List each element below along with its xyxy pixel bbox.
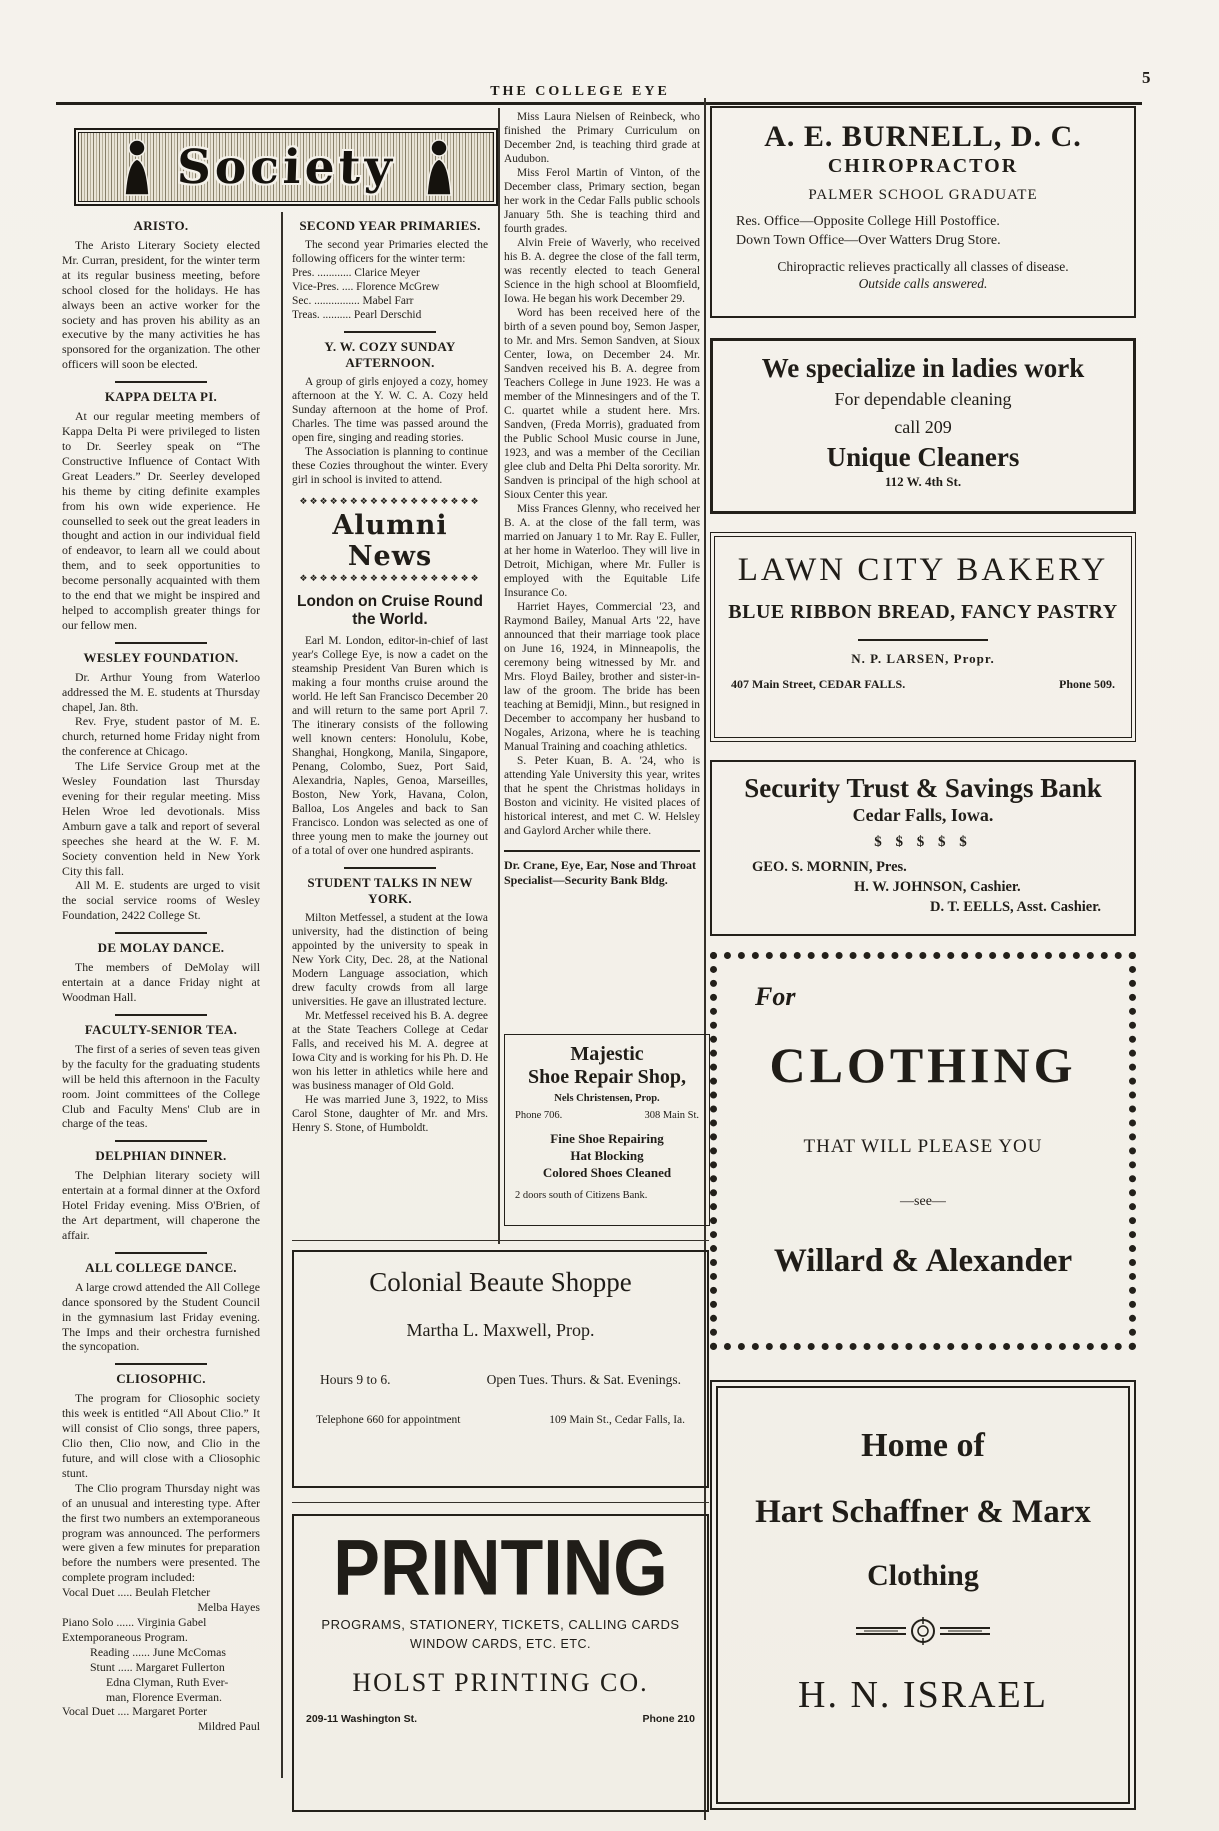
article-paragraph: The Delphian literary society will entertain at a formal dinner at the Oxford Hotel Friday evening. Miss O'Brien, of the Art department, will chaperone the affair. — [62, 1168, 260, 1242]
program-line: Reading ...... June McComas — [90, 1644, 226, 1659]
ad-phone: Phone 706. — [515, 1110, 563, 1121]
article-paragraph: At our regular meeting members of Kappa Delta Pi were privileged to listen to Dr. Seerley speak on “The Constructive Influence of Contact With Great Leaders.” Dr. Seerley developed his theme by citing definite examples from his own wide experience. He counselled to seek out the great leaders in thought and action in our individual field of endeavor, to learn all we could about them, and to seek opportunities to become personally acquainted with them to the end that we might be inspired and helped to accomplish greater things for our fellow men. — [62, 409, 260, 632]
article-paragraph: He was married June 3, 1922, to Miss Carol Stone, daughter of Mr. and Mrs. Henry S. Stone, of Humboldt. — [292, 1094, 488, 1134]
ad-line: BLUE RIBBON BREAD, FANCY PASTRY — [728, 601, 1118, 623]
society-title: Society — [175, 139, 397, 195]
column-divider — [281, 212, 283, 1778]
ad-service: Colored Shoes Cleaned — [542, 1165, 672, 1180]
ad-phone: Phone 210 — [642, 1713, 695, 1725]
ad-office-line: Down Town Office—Over Watters Drug Store. — [736, 233, 1001, 248]
article-paragraph: Miss Laura Nielsen of Reinbeck, who finished the Primary Curriculum on December 2nd, is teaching third grade at Audubon. — [504, 111, 700, 165]
specialist-notice: Dr. Crane, Eye, Ear, Nose and Throat Specialist—Security Bank Bldg. — [504, 850, 700, 888]
ad-address: 112 W. 4th St. — [884, 474, 962, 489]
article-paragraph: The Association is planning to continue these Cozies throughout the winter. Every girl in school is invited to attend. — [292, 446, 488, 486]
society-news-column — [62, 212, 260, 1734]
diamond-border-icon: ❖❖❖❖❖❖❖❖❖❖❖❖❖❖❖❖❖❖ — [299, 497, 481, 507]
ad-company-name: LAWN CITY BAKERY — [737, 552, 1109, 588]
program-line: Vocal Duet ..... Beulah Fletcher — [62, 1585, 211, 1600]
ad-address: 209-11 Washington St. — [306, 1713, 418, 1725]
alumni-notes-column — [504, 110, 700, 1032]
ad-line: Outside calls answered. — [858, 276, 988, 291]
article-paragraph: The Life Service Group met at the Wesley Foundation last Thursday evening for their regular meeting. Miss Helen Wroe led devotionals. Miss Amburn gave a talk and report of several speeches she heard at the W. F. M. Society convention held in New York City this fall. — [62, 759, 260, 878]
ad-line: For dependable cleaning — [834, 389, 1012, 409]
ad-line: For — [755, 982, 796, 1011]
article-heading: CLIOSOPHIC. — [116, 1371, 206, 1387]
program-line: man, Florence Everman. — [106, 1689, 222, 1704]
ad-company-name: Willard & Alexander — [773, 1243, 1073, 1279]
article-paragraph: The Clio program Thursday night was of an unusual and interesting type. After the first two numbers an extemporaneous program was announced. The performers were given a few minutes for preparation before the numbers were presented. The complete program included: — [62, 1480, 260, 1585]
program-line: Vice-Pres. .... Florence McGrew — [292, 281, 440, 293]
ad-headline: We specialize in ladies work — [761, 353, 1085, 383]
article-paragraph: All M. E. students are urged to visit the social service rooms of Wesley Foundation, 2422 College St. — [62, 878, 260, 923]
article-heading: DELPHIAN DINNER. — [95, 1148, 227, 1164]
program-line: Pres. ............ Clarice Meyer — [292, 267, 420, 279]
ad-proprietor: Nels Christensen, Prop. — [554, 1093, 660, 1104]
ad-brand-name: Hart Schaffner & Marx — [755, 1494, 1091, 1530]
article-heading: KAPPA DELTA PI. — [104, 389, 218, 405]
article-paragraph: Mr. Metfessel received his B. A. degree at the State Teachers College at Cedar Falls, and received his M. A. degree at Iowa City and is working for his Ph. D. He won his letter in athletics while here and was business manager of Old Gold. — [292, 1010, 488, 1092]
article-heading: ALL COLLEGE DANCE. — [85, 1259, 237, 1275]
article-paragraph: Rev. Frye, student pastor of M. E. church, returned home Friday night from the conference at Chicago. — [62, 714, 260, 759]
ad-headline: PRINTING — [333, 1524, 668, 1612]
ad-phone: Telephone 660 for appointment — [316, 1414, 461, 1426]
ad-officer: GEO. S. MORNIN, Pres. — [752, 859, 907, 875]
article-paragraph: The Aristo Literary Society elected Mr. Curran, president, for the winter term at its regular business meeting, before school closed for the holidays. He has always been an active worker for the society and has proven his ability as an executive by the many activities he has sponsored for the organization. The other officers will soon be elected. — [62, 238, 260, 372]
ad-line: THAT WILL PLEASE YOU — [803, 1136, 1043, 1157]
ad-credential: PALMER SCHOOL GRADUATE — [808, 187, 1038, 203]
unique-cleaners-ad — [710, 338, 1136, 514]
ad-service: Fine Shoe Repairing — [550, 1131, 664, 1146]
article-heading: FACULTY-SENIOR TEA. — [84, 1021, 238, 1037]
ad-officer: H. W. JOHNSON, Cashier. — [854, 879, 1021, 895]
ad-line: Chiropractic relieves practically all classes of disease. — [777, 259, 1069, 274]
program-line: Mildred Paul — [198, 1719, 260, 1734]
page-number: 5 — [1142, 68, 1151, 87]
section-divider-rule — [344, 867, 436, 869]
program-line: Treas. .......... Pearl Derschid — [292, 309, 422, 321]
holst-printing-ad — [292, 1514, 709, 1812]
alumni-news-column — [292, 212, 488, 1242]
ad-phone: Phone 509. — [1058, 677, 1115, 691]
article-paragraph: Word has been received here of the birth of a seven pound boy, Semon Jasper, to Mr. and Mrs. Semon Sandven, at Sioux Center, Iowa, on December 24. Mr. Sandven received his B. A. degree from Teachers College in June 1923. He was a member of the Minnesingers and of the T. C. quartet while a student here. Mrs. Sandven, (Freda Morris), graduated from the Public School Music course in June, 1923, and was a member of the Cecilian glee club and Delta Phi Delta sorority. Mr. Sandven is principal of the high school at Sioux Center this year. — [504, 307, 700, 501]
ad-line: Clothing — [867, 1559, 979, 1592]
ad-divider-rule — [858, 639, 988, 641]
article-heading: SECOND YEAR PRIMARIES. — [299, 218, 481, 233]
article-paragraph: Dr. Arthur Young from Waterloo addressed the M. E. students at Thursday chapel, Jan. 8th. — [62, 669, 260, 714]
section-divider-rule — [115, 1363, 207, 1365]
article-heading: DE MOLAY DANCE. — [97, 940, 225, 956]
burnell-chiropractor-ad — [710, 106, 1136, 318]
program-line: Edna Clyman, Ruth Ever- — [106, 1674, 229, 1689]
section-divider-rule — [292, 1502, 709, 1503]
ad-company-name: HOLST PRINTING CO. — [352, 1668, 649, 1697]
article-heading: ARISTO. — [133, 218, 189, 233]
article-paragraph: Alvin Freie of Waverly, who received his B. A. degree the close of the fall term, was recently elected to teach General Science in the high school at Bloomfield, Iowa. He began his work December 29. — [504, 237, 700, 305]
ad-company-name: Unique Cleaners — [826, 442, 1020, 472]
ad-office-line: Res. Office—Opposite College Hill Postoffice. — [736, 214, 1000, 229]
willard-alexander-clothing-ad — [710, 952, 1136, 1350]
ad-title: Shoe Repair Shop, — [527, 1066, 686, 1088]
ad-address: 308 Main St. — [644, 1110, 699, 1121]
article-paragraph: S. Peter Kuan, B. A. '24, who is attending Yale University this year, writes that he spent the Christmas holidays in Boston and vicinity. He visited places of historical interest, and met C. W. Helsley and Gaylord Archer while there. — [504, 755, 700, 837]
ad-line: PROGRAMS, STATIONERY, TICKETS, CALLING CARDS — [321, 1617, 680, 1632]
article-paragraph: A large crowd attended the All College dance sponsored by the Student Council in the gymnasium last Friday evening. The Imps and their orchestra furnished the syncopation. — [62, 1279, 260, 1354]
ad-line: call 209 — [894, 417, 952, 437]
colonial-beaute-shoppe-ad — [292, 1250, 709, 1488]
ad-headline: CLOTHING — [769, 1037, 1077, 1093]
article-paragraph: Miss Ferol Martin of Vinton, of the December class, Primary section, began her work in the Cedar Falls public schools January 5th. She is teaching third and fourth grades. — [504, 167, 700, 235]
ad-company-name: Security Trust & Savings Bank — [744, 773, 1102, 803]
security-bank-ad — [710, 760, 1136, 936]
program-line: Piano Solo ...... Virginia Gabel — [62, 1614, 207, 1629]
article-paragraph: Harriet Hayes, Commercial '23, and Raymond Bailey, Manual Arts '22, have announced that their marriage took place on June 16, 1924, in Minneapolis, the ceremony being witnessed by Mr. and Mrs. Floyd Bailey, brother and sister-in-law of the groom. The bride has been teaching at Bemidji, Minn., but resigned in December to accompany her husband to Nogales, Arizona, where he is teaching Manual Training and coaching athletics. — [504, 601, 700, 753]
ad-open-evenings: Open Tues. Thurs. & Sat. Evenings. — [486, 1372, 681, 1387]
article-paragraph: Miss Frances Glenny, who received her B. A. at the close of the fall term, was married on January 1 to Mr. Ray E. Fuller, at her home in Waterloo. They will live in Detroit, Michigan, where Mr. Fuller is employed with the Equitable Life Insurance Co. — [504, 503, 700, 599]
story-headline: London on Cruise Round the World. — [297, 593, 483, 628]
ad-proprietor: N. P. LARSEN, Propr. — [851, 651, 995, 666]
ad-title: Majestic — [570, 1043, 644, 1065]
program-line: Extemporaneous Program. — [62, 1629, 188, 1644]
ad-title: CHIROPRACTOR — [827, 155, 1019, 177]
ad-address: 407 Main Street, CEDAR FALLS. — [731, 677, 906, 691]
ad-name: A. E. BURNELL, D. C. — [764, 120, 1082, 153]
section-divider-rule — [115, 1140, 207, 1142]
alumni-news-banner — [292, 497, 488, 585]
column-divider — [498, 108, 500, 1244]
ad-city: Cedar Falls, Iowa. — [852, 805, 994, 825]
woman-figure-icon — [120, 138, 154, 196]
section-divider-rule — [344, 331, 436, 333]
article-paragraph: A group of girls enjoyed a cozy, homey afternoon at the Y. W. C. A. Cozy held Sunday afternoon at the home of Prof. Charles. The time was passed around the open fire, singing and reading stories. — [292, 376, 488, 444]
section-divider-rule — [115, 642, 207, 644]
ad-proprietor: Martha L. Maxwell, Prop. — [406, 1320, 595, 1340]
ad-address: 109 Main St., Cedar Falls, Ia. — [549, 1414, 685, 1426]
publication-title: THE COLLEGE EYE — [490, 84, 670, 99]
ad-title: Colonial Beaute Shoppe — [369, 1267, 632, 1297]
program-line: Vocal Duet .... Margaret Porter — [62, 1704, 208, 1719]
section-divider-rule — [115, 1014, 207, 1016]
trademark-ornament-icon — [732, 1616, 1114, 1651]
section-divider-rule — [115, 381, 207, 383]
ad-line: Home of — [861, 1427, 985, 1464]
diamond-border-icon: ❖❖❖❖❖❖❖❖❖❖❖❖❖❖❖❖❖❖ — [299, 574, 481, 584]
israel-hart-schaffner-marx-ad — [710, 1380, 1136, 1810]
article-heading: STUDENT TALKS IN NEW YORK. — [307, 875, 473, 906]
article-heading: Y. W. COZY SUNDAY AFTERNOON. — [324, 339, 456, 370]
article-paragraph: Milton Metfessel, a student at the Iowa university, had the distinction of being appointed by the university to speak in New York City, Dec. 28, at the National Modern Language association, which drew faculty crowds from all large universities. He gave an illustrated lecture. — [292, 912, 488, 1008]
program-line: Melba Hayes — [197, 1600, 260, 1615]
article-paragraph: The members of DeMolay will entertain at a dance Friday night at Woodman Hall. — [62, 960, 260, 1004]
program-line: Stunt ..... Margaret Fullerton — [90, 1659, 225, 1674]
majestic-shoe-repair-ad — [504, 1034, 710, 1226]
article-heading: WESLEY FOUNDATION. — [83, 649, 239, 665]
article-paragraph: Earl M. London, editor-in-chief of last year's College Eye, is now a cadet on the steamship President Van Buren which is making a four months cruise around the world. He left San Francisco December 20 and will return to the same port April 7. The itinerary consists of the following well known centers: Honolulu, Kobe, Shanghai, Hongkong, Manila, Singapore, Penang, Colombo, Suez, Port Said, Alexandria, Naples, Genoa, Marseilles, Boston, New York, Havana, Colon, Balloa, Los Angeles and back to San Francisco. London was selected as one of three young men to make the journey out of a total of over one hundred aspirants. — [292, 635, 488, 857]
lawn-city-bakery-ad — [710, 532, 1136, 742]
section-divider-rule — [115, 1252, 207, 1254]
ad-officer: D. T. EELLS, Asst. Cashier. — [930, 899, 1101, 915]
ad-line: WINDOW CARDS, ETC. ETC. — [410, 1637, 591, 1651]
woman-figure-icon — [422, 138, 456, 196]
article-paragraph: The second year Primaries elected the following officers for the winter term: — [292, 239, 488, 265]
society-masthead — [74, 128, 498, 206]
ad-line: —see— — [900, 1194, 946, 1209]
ad-service: Hat Blocking — [570, 1148, 644, 1163]
ad-hours: Hours 9 to 6. — [320, 1372, 391, 1387]
ad-company-name: H. N. ISRAEL — [798, 1674, 1048, 1716]
article-paragraph: The program for Cliosophic society this week is entitled “All About Clio.” It will consist of Clio songs, three papers, Clio then, Clio now, and Clio in the future, and will close with a Cliosophic stunt. — [62, 1391, 260, 1480]
header-rule — [56, 102, 1142, 105]
section-divider-rule — [115, 932, 207, 934]
ad-note: 2 doors south of Citizens Bank. — [515, 1190, 648, 1201]
alumni-news-title: Alumni News — [332, 510, 448, 572]
dollar-signs-decoration: $ $ $ $ $ — [874, 834, 972, 850]
article-paragraph: The first of a series of seven teas given by the faculty for the graduating students will be held this afternoon in the Faculty room. Joint committees of the College Club and Faculty Mens' Club are in charge of the teas. — [62, 1041, 260, 1131]
program-line: Sec. ................ Mabel Farr — [292, 295, 414, 307]
